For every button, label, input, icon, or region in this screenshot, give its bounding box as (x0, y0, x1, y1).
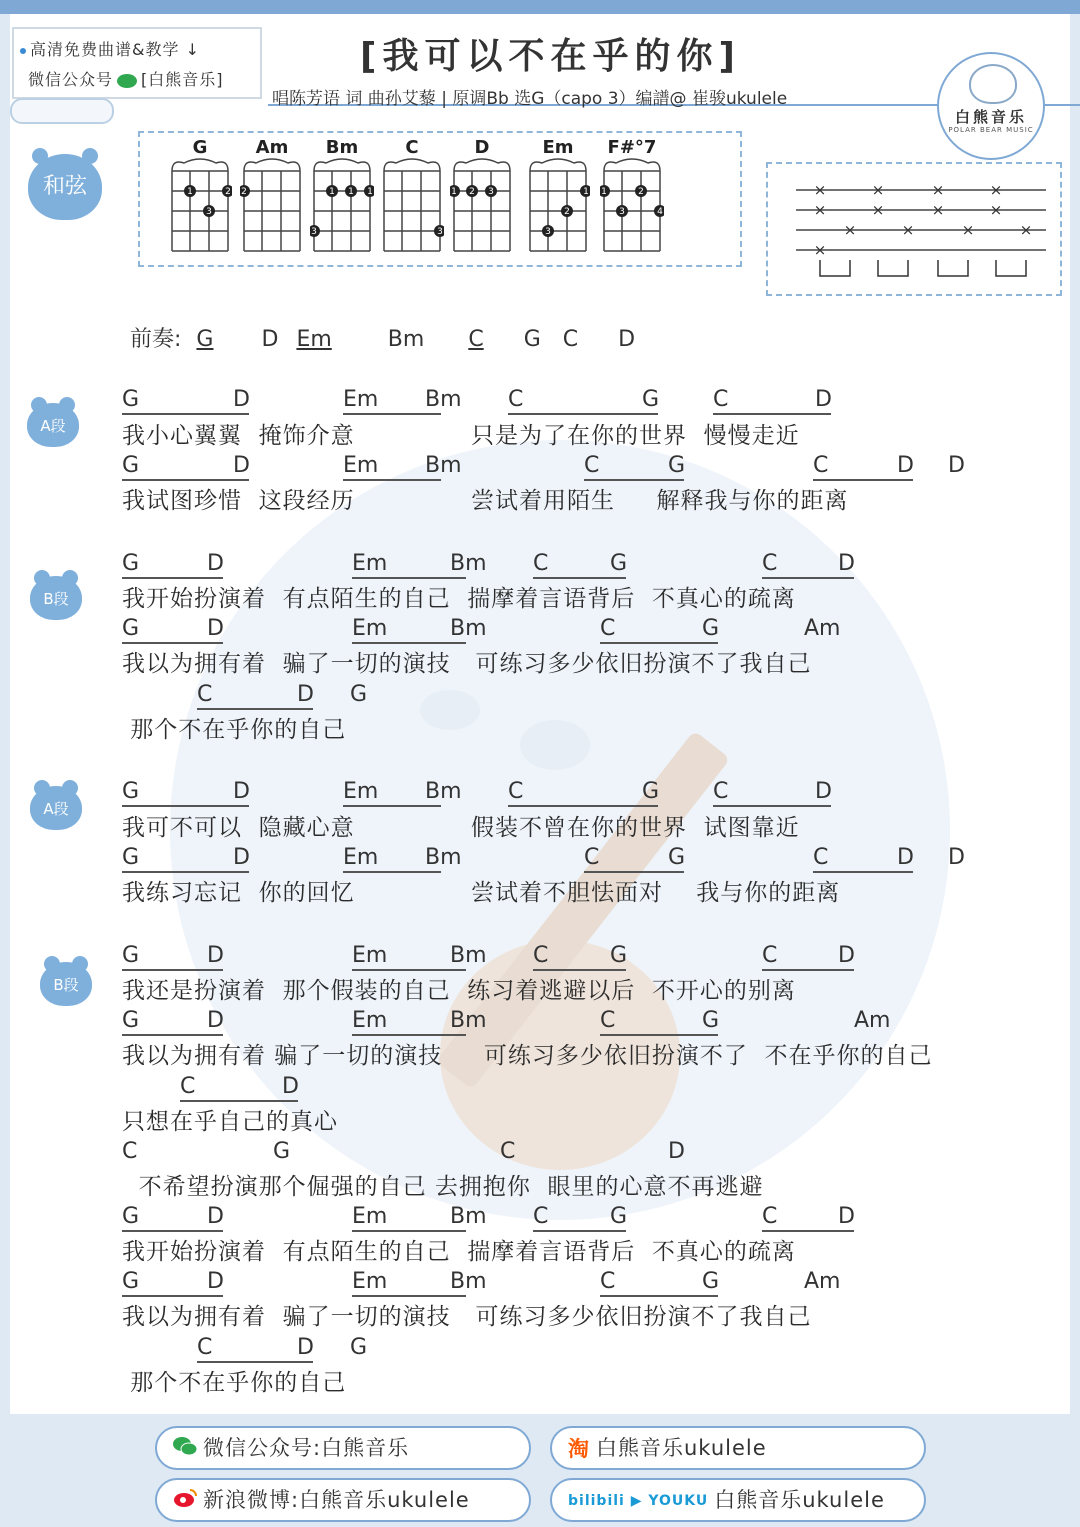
svg-text:2: 2 (564, 207, 570, 217)
chord-symbol: Em (352, 1204, 388, 1229)
brand-logo (937, 52, 1045, 160)
chord-diagram-em (526, 137, 590, 257)
chord-symbol: C (533, 1204, 549, 1229)
chord-symbol: D (233, 845, 250, 870)
ukulele-icon (10, 98, 114, 124)
chord-symbol: Bm (425, 453, 462, 478)
svg-text:×: × (989, 201, 1003, 219)
chord-symbol: C (508, 779, 524, 804)
svg-text:1: 1 (329, 187, 335, 197)
chord-underline (197, 1361, 313, 1363)
chord-underline (352, 577, 466, 579)
intro-line (130, 322, 635, 353)
intro-chord: C (562, 327, 579, 352)
chord-underline (122, 1230, 223, 1232)
promo-line1: 高清免费曲谱&教学 ↓ (30, 40, 200, 59)
lyric-line: 我以为拥有着 骗了一切的演技 可练习多少依旧扮演不了我自己 (122, 651, 812, 677)
chord-symbol: Em (343, 845, 379, 870)
chord-underline (762, 1230, 854, 1232)
chord-diagram-d (450, 137, 514, 257)
chord-symbol: C (600, 1008, 616, 1033)
intro-chord: Em (296, 327, 332, 352)
footer-video[interactable] (550, 1478, 926, 1522)
song-credits: 唱陈芳语 词 曲孙艾藜 | 原调Bb 选G（capo 3）编譜@ 崔骏ukulele (272, 89, 788, 109)
chord-name: Am (255, 137, 289, 158)
chord-underline (762, 969, 854, 971)
chord-symbol: Bm (425, 779, 462, 804)
footer-weibo-text: 新浪微博:白熊音乐ukulele (203, 1488, 470, 1512)
chord-diagram-am (240, 137, 304, 257)
svg-text:3: 3 (206, 207, 212, 217)
chord-symbol: D (897, 845, 914, 870)
chord-symbol: Em (352, 1269, 388, 1294)
chord-symbol: D (838, 551, 855, 576)
chord-underline (122, 642, 223, 644)
title-divider-right (1040, 104, 1080, 106)
chord-symbol: C (584, 845, 600, 870)
intro-chord: Bm (387, 327, 425, 352)
taobao-icon: 淘 (568, 1437, 590, 1461)
svg-text:1: 1 (187, 187, 193, 197)
lyric-line: 我还是扮演着 那个假装的自己 练习着逃避以后 不开心的别离 (122, 978, 796, 1004)
lyric-line: 那个不在乎你的自己 (122, 1370, 347, 1396)
chord-underline (584, 479, 684, 481)
chord-underline (352, 1295, 466, 1297)
lyric-line: 那个不在乎你的自己 (122, 717, 347, 743)
left-border (0, 0, 10, 1527)
svg-text:3: 3 (619, 207, 625, 217)
svg-text:×: × (931, 181, 945, 199)
chord-symbol: C (508, 387, 524, 412)
chord-symbol: G (668, 845, 686, 870)
footer-wechat[interactable] (155, 1426, 531, 1470)
chord-symbol: Am (804, 1269, 841, 1294)
lyric-line: 我可不可以 隐藏心意 假装不曾在你的世界 试图靠近 (122, 815, 800, 841)
chord-symbol: D (207, 616, 224, 641)
lyric-line: 我以为拥有着 骗了一切的演技 可练习多少依旧扮演不了 不在乎你的自己 (122, 1043, 933, 1069)
chord-symbol: Am (804, 616, 841, 641)
svg-text:×: × (813, 201, 827, 219)
chord-diagram-fsharp-dim7 (600, 137, 664, 257)
promo-line2-prefix: 微信公众号 (28, 70, 114, 89)
footer (0, 1414, 1080, 1527)
chord-underline (713, 805, 831, 807)
chord-underline (180, 1100, 298, 1102)
chord-symbol: Bm (450, 1008, 487, 1033)
chord-symbol: D (233, 387, 250, 412)
chord-symbol: C (122, 1139, 138, 1164)
chord-symbol: D (948, 845, 965, 870)
chord-symbol: C (713, 779, 729, 804)
chord-name: F#°7 (607, 137, 657, 158)
section-badge-b (30, 576, 82, 620)
chord-symbol: G (122, 387, 140, 412)
svg-text:3: 3 (545, 227, 551, 237)
chord-name: G (192, 137, 208, 158)
chord-underline (352, 1230, 466, 1232)
chord-underline (508, 805, 658, 807)
chord-symbol: Em (352, 616, 388, 641)
chord-symbol: G (668, 453, 686, 478)
svg-text:3: 3 (311, 227, 317, 237)
chord-underline (508, 413, 658, 415)
svg-text:4: 4 (657, 207, 663, 217)
section-label: A段 (43, 800, 69, 818)
polar-bear-icon (969, 64, 1017, 104)
chord-underline (343, 479, 441, 481)
chord-underline (122, 871, 249, 873)
chord-diagram-c (380, 137, 444, 257)
chord-underline (122, 413, 249, 415)
chord-symbol: Bm (450, 616, 487, 641)
chord-symbol: G (122, 845, 140, 870)
promo-box (12, 27, 262, 99)
intro-chord: D (261, 327, 279, 352)
footer-taobao[interactable] (550, 1426, 926, 1470)
chord-symbol: G (610, 551, 628, 576)
chord-symbol: G (642, 387, 660, 412)
chord-symbol: D (233, 779, 250, 804)
footer-wechat-text: 微信公众号:白熊音乐 (203, 1436, 410, 1460)
section-badge-a (27, 403, 79, 447)
chord-name: Em (542, 137, 574, 158)
chord-underline (813, 871, 913, 873)
svg-text:×: × (961, 221, 975, 239)
chord-symbol: C (600, 616, 616, 641)
chord-symbol: D (207, 551, 224, 576)
chord-underline (813, 479, 913, 481)
chord-symbol: D (948, 453, 965, 478)
chord-symbol: Bm (450, 1269, 487, 1294)
svg-text:1: 1 (451, 187, 457, 197)
chord-symbol: C (197, 682, 213, 707)
chord-symbol: D (838, 943, 855, 968)
chord-underline (533, 1230, 626, 1232)
right-border (1070, 0, 1080, 1527)
top-border (0, 0, 1080, 14)
chord-symbol: Bm (425, 387, 462, 412)
svg-text:×: × (843, 221, 857, 239)
footer-taobao-text: 白熊音乐ukulele (596, 1436, 767, 1460)
chord-symbol: D (297, 682, 314, 707)
svg-text:×: × (989, 181, 1003, 199)
chord-symbol: C (713, 387, 729, 412)
chord-underline (352, 969, 466, 971)
chord-symbol: C (533, 551, 549, 576)
footer-weibo[interactable] (155, 1478, 531, 1522)
chord-symbol: G (122, 943, 140, 968)
chord-symbol: D (668, 1139, 685, 1164)
chord-symbol: C (813, 845, 829, 870)
chord-symbol: Em (352, 1008, 388, 1033)
chord-underline (584, 871, 684, 873)
svg-text:1: 1 (601, 187, 607, 197)
chord-symbol: C (533, 943, 549, 968)
chord-underline (122, 577, 223, 579)
chord-underline (197, 708, 313, 710)
svg-text:2: 2 (469, 187, 475, 197)
intro-chord: G (523, 327, 541, 352)
chord-symbol: C (197, 1335, 213, 1360)
chord-underline (533, 577, 626, 579)
svg-text:2: 2 (241, 187, 247, 197)
chord-underline (122, 969, 223, 971)
svg-text:1: 1 (348, 187, 354, 197)
svg-text:×: × (901, 221, 915, 239)
chord-symbol: D (233, 453, 250, 478)
intro-chord: C (468, 327, 484, 352)
lyric-line: 我小心翼翼 掩饰介意 只是为了在你的世界 慢慢走近 (122, 423, 800, 449)
chord-underline (352, 1034, 466, 1036)
chord-symbol: G (122, 1008, 140, 1033)
intro-chord: G (196, 327, 214, 352)
svg-text:1: 1 (583, 187, 589, 197)
footer-video-text: 白熊音乐ukulele (714, 1488, 885, 1512)
svg-text:3: 3 (488, 187, 494, 197)
wechat-icon (117, 74, 137, 88)
chord-underline (122, 479, 249, 481)
chord-symbol: D (815, 779, 832, 804)
chord-symbol: D (838, 1204, 855, 1229)
chord-symbol: Em (343, 453, 379, 478)
chord-symbol: G (122, 779, 140, 804)
weibo-icon (173, 1481, 197, 1521)
chord-underline (600, 1295, 718, 1297)
chord-symbol: G (702, 1008, 720, 1033)
chord-name: C (405, 137, 419, 158)
chord-symbol: G (610, 943, 628, 968)
svg-text:2: 2 (638, 187, 644, 197)
chord-underline (122, 805, 249, 807)
chord-symbol: C (762, 943, 778, 968)
svg-text:×: × (871, 201, 885, 219)
chord-symbol: C (762, 1204, 778, 1229)
wechat-icon (173, 1429, 197, 1469)
svg-text:×: × (813, 181, 827, 199)
chord-symbol: D (282, 1074, 299, 1099)
chord-diagram-bm (310, 137, 374, 257)
chord-symbol: G (273, 1139, 291, 1164)
chord-symbol: D (207, 1269, 224, 1294)
chord-symbol: Am (854, 1008, 891, 1033)
chord-symbol: G (350, 1335, 368, 1360)
chord-symbol: D (897, 453, 914, 478)
chord-symbol: G (122, 453, 140, 478)
chord-symbol: Em (343, 779, 379, 804)
chord-underline (762, 577, 854, 579)
bilibili-youku-icon: bilibili ▶ YOUKU (568, 1493, 709, 1509)
lyric-line: 我开始扮演着 有点陌生的自己 揣摩着言语背后 不真心的疏离 (122, 586, 796, 612)
chord-symbol: G (122, 1269, 140, 1294)
intro-chords (188, 327, 635, 352)
background-bear-ear (420, 690, 480, 730)
logo-subtext: POLAR BEAR MUSIC (948, 126, 1034, 134)
chord-name: Bm (325, 137, 359, 158)
song-title: [我可以不在乎的你] (360, 36, 741, 77)
promo-line2-suffix: [白熊音乐] (141, 70, 224, 89)
svg-text:×: × (813, 241, 827, 259)
chord-symbol: D (207, 943, 224, 968)
chord-underline (343, 871, 441, 873)
lyric-line: 我开始扮演着 有点陌生的自己 揣摩着言语背后 不真心的疏离 (122, 1239, 796, 1265)
svg-text:3: 3 (437, 227, 443, 237)
section-label: A段 (40, 417, 66, 435)
chord-underline (600, 1034, 718, 1036)
chord-symbol: G (610, 1204, 628, 1229)
lyric-line: 我试图珍惜 这段经历 尝试着用陌生 解释我与你的距离 (122, 488, 849, 514)
chords-label: 和弦 (42, 174, 87, 199)
chord-symbol: D (815, 387, 832, 412)
chord-symbol: C (500, 1139, 516, 1164)
chord-symbol: G (122, 551, 140, 576)
chord-underline (122, 1295, 223, 1297)
chord-symbol: Bm (450, 943, 487, 968)
chord-underline (122, 1034, 223, 1036)
chord-underline (343, 413, 441, 415)
chord-symbol: G (642, 779, 660, 804)
chord-symbol: C (762, 551, 778, 576)
svg-text:×: × (931, 201, 945, 219)
chord-symbol: G (350, 682, 368, 707)
svg-text:2: 2 (225, 187, 231, 197)
chord-symbol: D (297, 1335, 314, 1360)
chord-underline (713, 413, 831, 415)
chord-symbol: G (122, 616, 140, 641)
bullet-icon (20, 48, 26, 54)
chord-symbol: G (702, 1269, 720, 1294)
chord-underline (600, 642, 718, 644)
svg-text:×: × (871, 181, 885, 199)
chords-badge (28, 154, 102, 220)
chord-symbol: G (122, 1204, 140, 1229)
chord-symbol: Bm (425, 845, 462, 870)
svg-text:1: 1 (367, 187, 373, 197)
chord-symbol: G (702, 616, 720, 641)
svg-text:×: × (1019, 221, 1033, 239)
lyric-line: 只想在乎自己的真心 (122, 1109, 338, 1135)
chord-underline (343, 805, 441, 807)
chord-symbol: C (584, 453, 600, 478)
chord-name: D (474, 137, 490, 158)
chord-symbol: C (813, 453, 829, 478)
chord-symbol: Em (343, 387, 379, 412)
intro-chord: D (618, 327, 636, 352)
strum-pattern (766, 162, 1062, 296)
chord-symbol: C (180, 1074, 196, 1099)
section-badge-a (30, 786, 82, 830)
chord-diagram-g (168, 137, 232, 257)
chord-underline (533, 969, 626, 971)
chord-symbol: D (207, 1008, 224, 1033)
section-label: B段 (43, 590, 69, 608)
lyric-line: 我练习忘记 你的回忆 尝试着不胆怯面对 我与你的距离 (122, 880, 841, 906)
chord-symbol: Em (352, 551, 388, 576)
lyric-line: 我以为拥有着 骗了一切的演技 可练习多少依旧扮演不了我自己 (122, 1304, 812, 1330)
chord-symbol: Em (352, 943, 388, 968)
chord-symbol: Bm (450, 1204, 487, 1229)
chord-symbol: C (600, 1269, 616, 1294)
chord-underline (352, 642, 466, 644)
chord-diagrams (138, 131, 742, 267)
lyric-line: 不希望扮演那个倔强的自己 去拥抱你 眼里的心意不再逃避 (122, 1174, 764, 1200)
logo-text: 白熊音乐 (954, 108, 1027, 126)
background-bear-ear (520, 720, 590, 770)
intro-label: 前奏: (130, 327, 182, 352)
chord-symbol: Bm (450, 551, 487, 576)
section-label: B段 (53, 976, 79, 994)
chord-symbol: D (207, 1204, 224, 1229)
section-badge-b (40, 962, 92, 1006)
